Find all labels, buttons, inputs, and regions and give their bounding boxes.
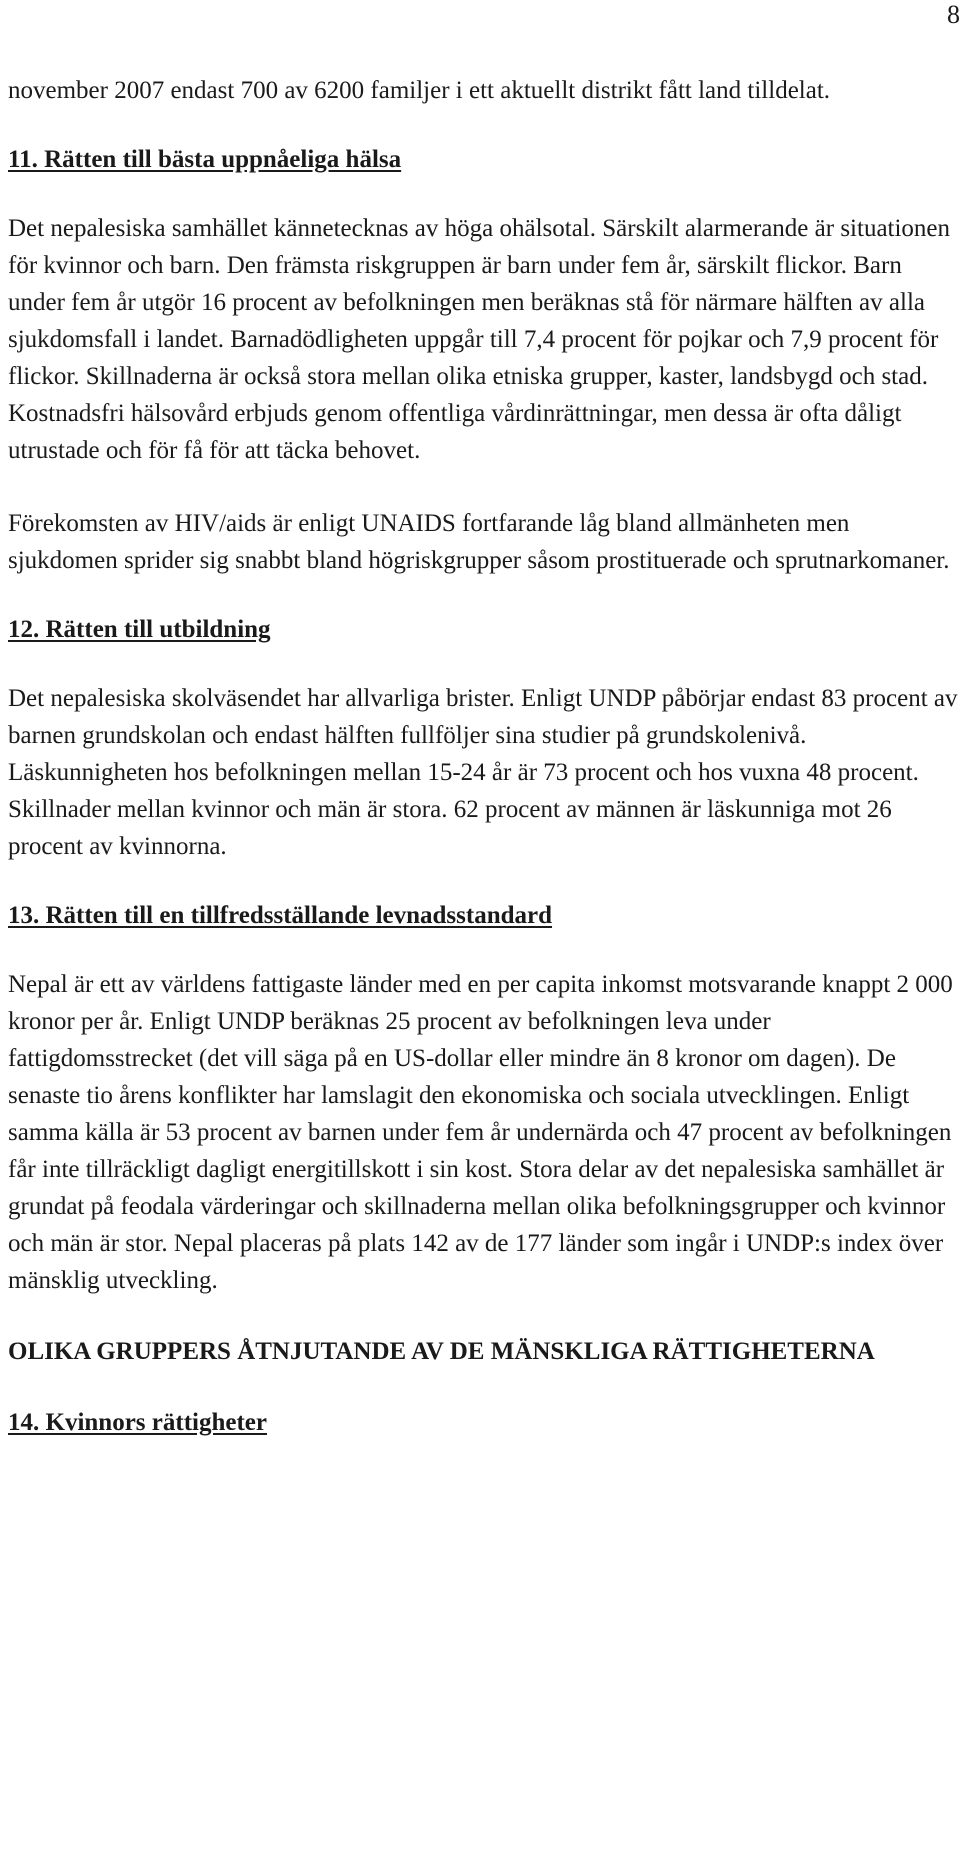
- intro-paragraph: november 2007 endast 700 av 6200 familjer i ett aktuellt distrikt fått land tilldelat.: [8, 77, 831, 104]
- section-12-heading: [8, 611, 958, 648]
- section-13-paragraph: Nepal är ett av världens fattigaste länder med en per capita inkomst motsvarande knappt 2 000 kronor per år. Enligt UNDP beräknas 25 procent av befolkningen leva under fattigdomsstrecket (det vill säga på en US-dollar eller mindre än 8 kronor om dagen). De senaste tio årens konflikter har lamslagit den ekonomiska och sociala utvecklingen. Enligt samma källa är 53 procent av barnen under fem år undernärda och 47 procent av befolkningen får inte tillräckligt dagligt energitillskott i sin kost. Stora delar av det nepalesiska samhället är grundat på feodala värderingar och skillnaderna mellan olika befolkningsgrupper och kvinnor och män är stor. Nepal placeras på plats 142 av de 177 länder som ingår i UNDP:s index över mänsklig utveckling.: [8, 971, 953, 1294]
- section-11-heading: [8, 141, 958, 178]
- section-14-heading-text: 14. Kvinnors rättigheter: [8, 1409, 267, 1436]
- section-12-paragraph: Det nepalesiska skolväsendet har allvarliga brister. Enligt UNDP påbörjar endast 83 procent av barnen grundskolan och endast hälften fullföljer sina studier på grundskolenivå. Läskunnigheten hos befolkningen mellan 15-24 år är 73 procent och hos vuxna 48 procent. Skillnader mellan kvinnor och män är stora. 62 procent av männen är läskunniga mot 26 procent av kvinnorna.: [8, 685, 958, 860]
- section-13-heading: [8, 897, 958, 934]
- section-13-heading-text: 13. Rätten till en tillfredsställande levnadsstandard: [8, 902, 553, 929]
- section-14-heading: [8, 1404, 958, 1441]
- section-11-heading-text: 11. Rätten till bästa uppnåeliga hälsa: [8, 146, 402, 173]
- section-11-paragraph-2: Förekomsten av HIV/aids är enligt UNAIDS fortfarande låg bland allmänheten men sjukdomen sprider sig snabbt bland högriskgrupper såsom prostituerade och sprutnarkomaner.: [8, 510, 950, 574]
- section-12-heading-text: 12. Rätten till utbildning: [8, 616, 271, 643]
- section-11-paragraph-1: Det nepalesiska samhället kännetecknas av höga ohälsotal. Särskilt alarmerande är situationen för kvinnor och barn. Den främsta riskgruppen är barn under fem år, särskilt flickor. Barn under fem år utgör 16 procent av befolkningen men beräknas stå för närmare hälften av alla sjukdomsfall i landet. Barnadödligheten uppgår till 7,4 procent för pojkar och 7,9 procent för flickor. Skillnaderna är också stora mellan olika etniska grupper, kaster, landsbygd och stad. Kostnadsfri hälsovård erbjuds genom offentliga vårdinrättningar, men dessa är ofta dåligt utrustade och för få för att täcka behovet.: [8, 215, 951, 464]
- document-body: [8, 72, 958, 1441]
- main-chapter-heading: OLIKA GRUPPERS ÅTNJUTANDE AV DE MÄNSKLIGA RÄTTIGHETERNA: [8, 1338, 875, 1365]
- page-number: 8: [947, 0, 960, 29]
